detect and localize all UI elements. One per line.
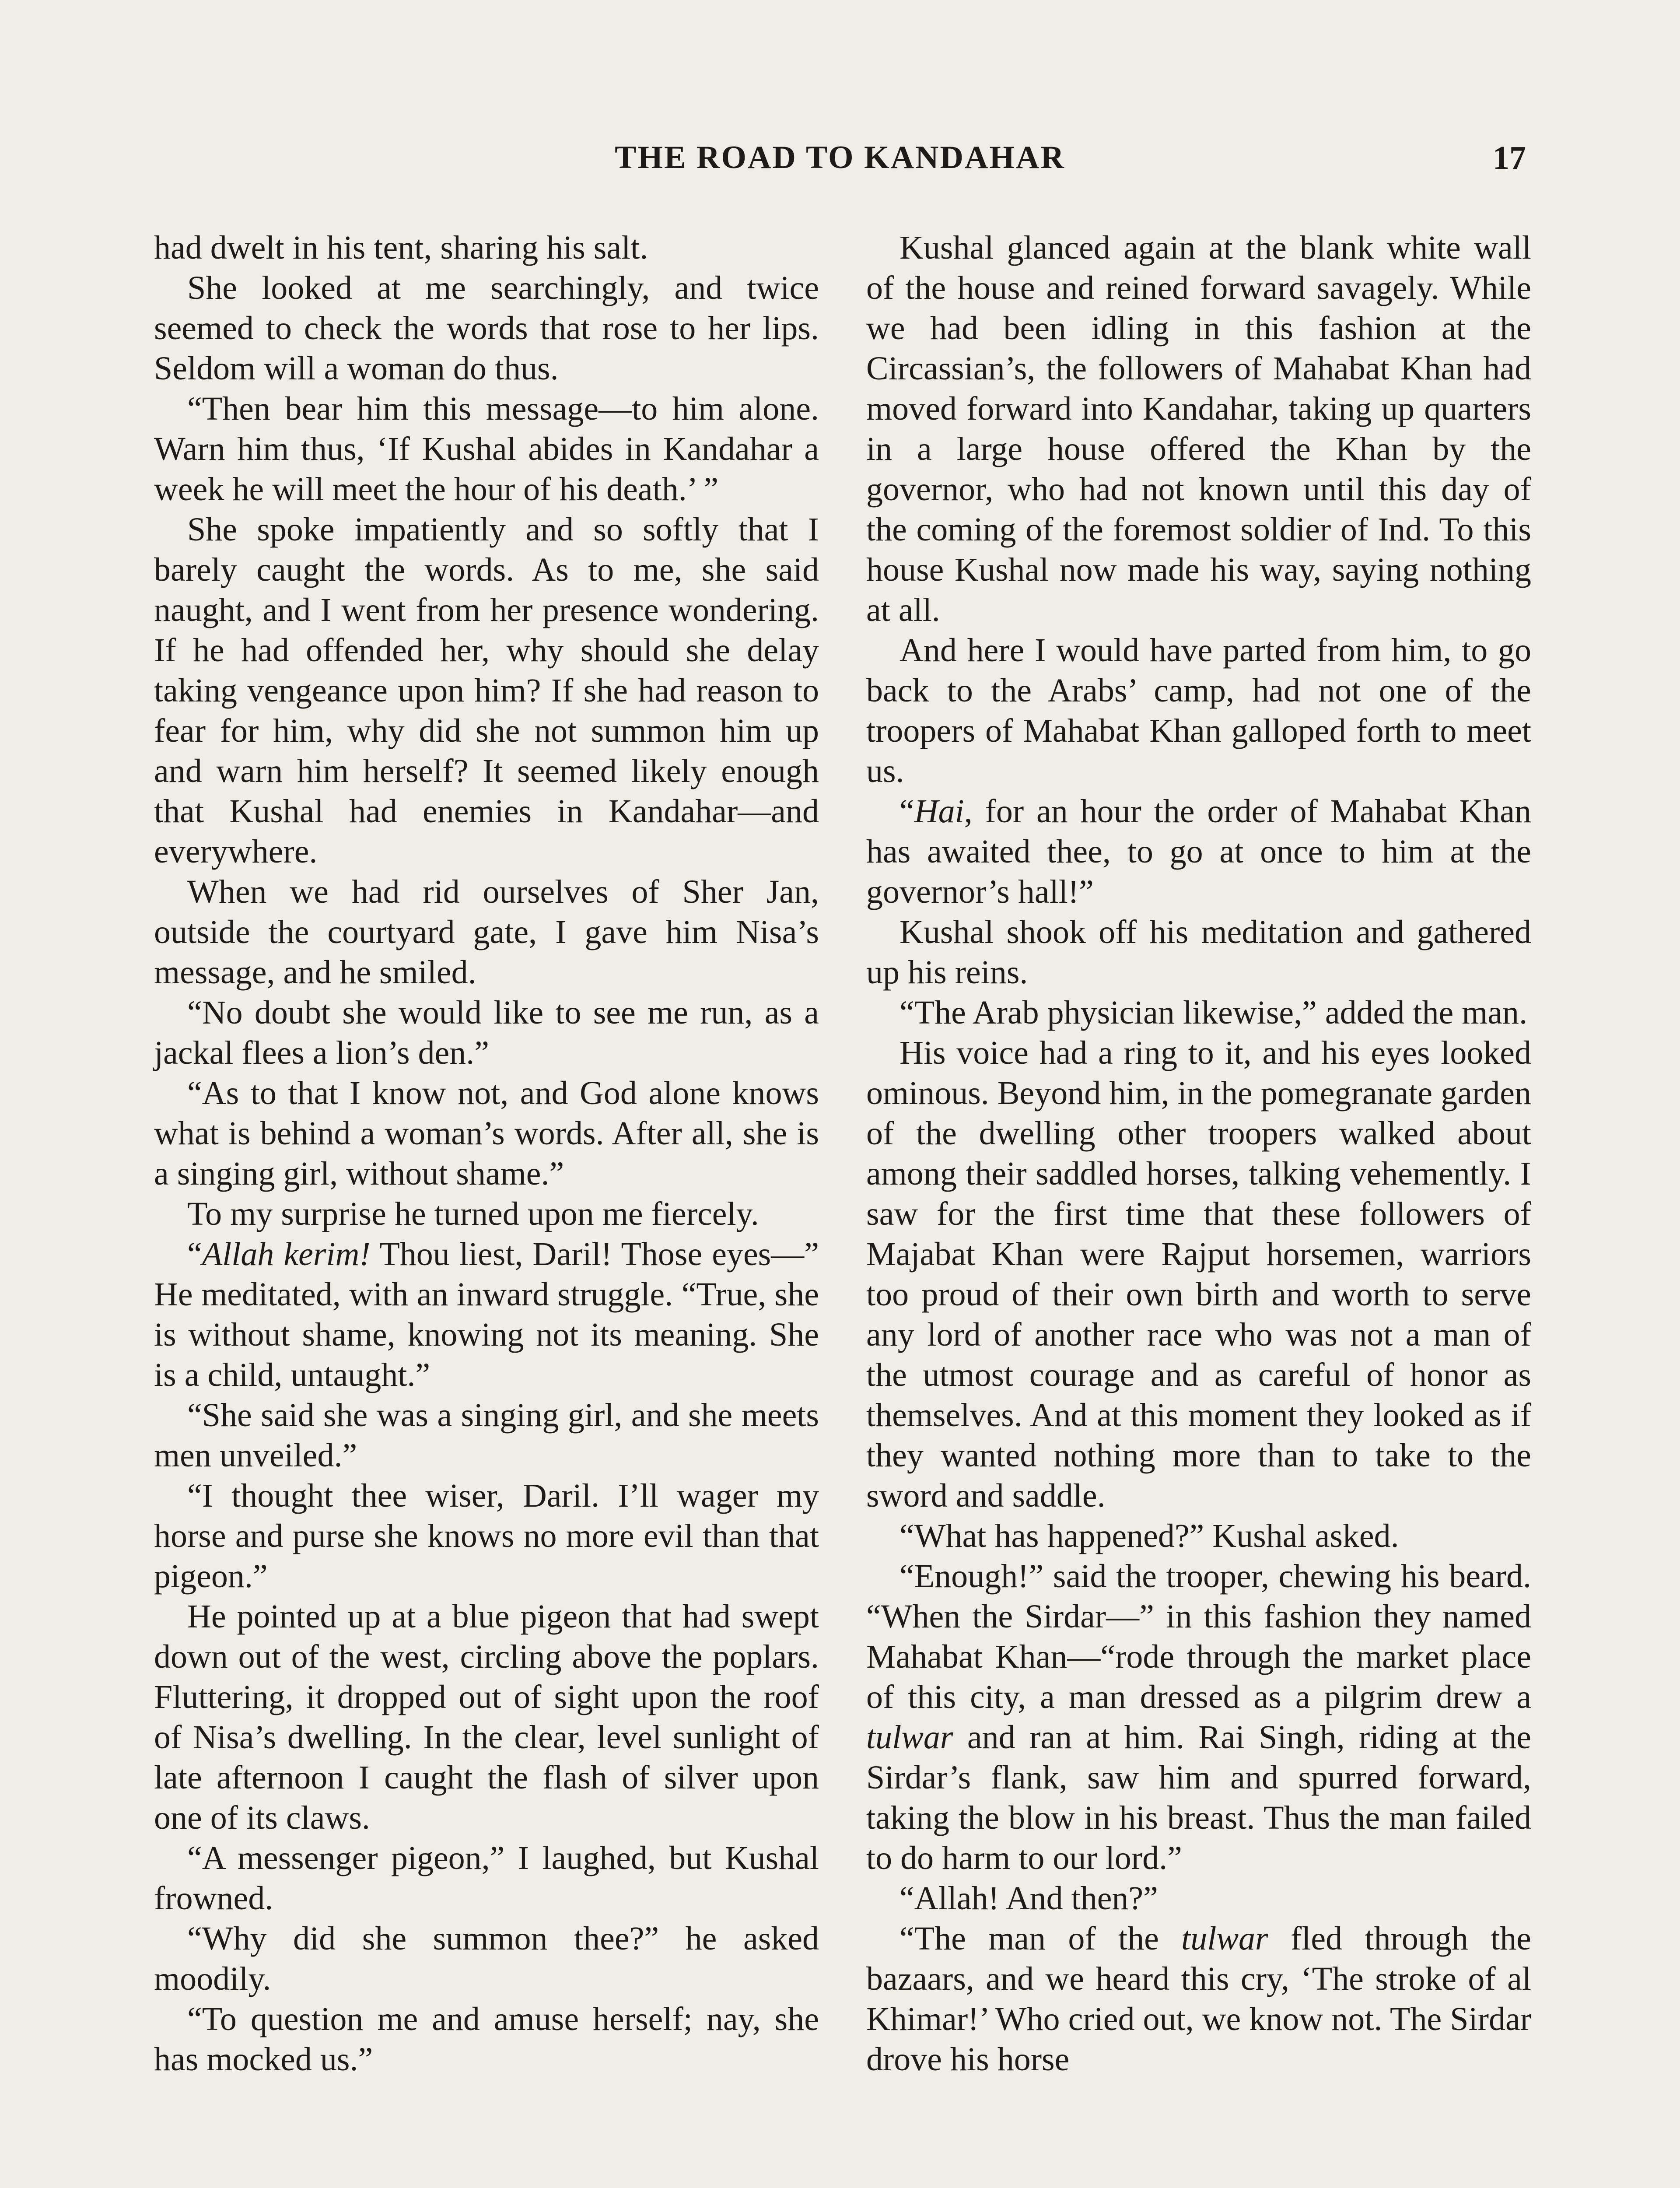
running-title: THE ROAD TO KANDAHAR: [615, 140, 1065, 175]
paragraph: “No doubt she would like to see me run, as a jackal flees a lion’s den.”: [154, 994, 819, 1071]
paragraph: “Allah kerim! Thou liest, Daril! Those eyes—” He meditated, with an inward struggle. “True, she is without shame, knowing not its meaning. She is a child, untaught.”: [154, 1236, 819, 1393]
paragraph: She spoke impatiently and so softly that I barely caught the words. As to me, she said naught, and I went from her presence wondering. If he had offended her, why should she delay taking vengeance upon him? If she had reason to fear for him, why did she not summon him up and warn him herself? It seemed likely enough that Kushal had enemies in Kandahar—and everywhere.: [154, 511, 819, 870]
paragraph: Kushal glanced again at the blank white wall of the house and reined forward savagely. While we had been idling in this fashion at the Circassian’s, the followers of Mahabat Khan had moved forward into Kandahar, taking up quarters in a large house offered the Khan by the governor, who had not known until this day of the coming of the foremost soldier of Ind. To this house Kushal now made his way, saying nothing at all.: [866, 229, 1531, 628]
paragraph: “Allah! And then?”: [900, 1880, 1158, 1917]
paragraph: “Then bear him this message—to him alone. Warn him thus, ‘If Kushal abides in Kandahar a week he will meet the hour of his death.’ ”: [154, 390, 819, 508]
paragraph: had dwelt in his tent, sharing his salt.: [154, 229, 648, 266]
paragraph: To my surprise he turned upon me fiercely.: [187, 1196, 759, 1232]
paragraph: Kushal shook off his meditation and gathered up his reins.: [866, 914, 1531, 991]
paragraph: “The Arab physician likewise,” added the man.: [900, 994, 1528, 1031]
paragraph: “Hai, for an hour the order of Mahabat Khan has awaited thee, to go at once to him at the governor’s hall!”: [866, 793, 1531, 910]
paragraph: “What has happened?” Kushal asked.: [900, 1518, 1399, 1554]
page-number: 17: [1493, 140, 1526, 176]
paragraph: “Enough!” said the trooper, chewing his beard. “When the Sirdar—” in this fashion they named Mahabat Khan—“rode through the market place of this city, a man dressed as a pilgrim drew a tulwar and ran at him. Rai Singh, riding at the Sirdar’s flank, saw him and spurred forward, taking the blow in his breast. Thus the man failed to do harm to our lord.”: [866, 1558, 1531, 1876]
running-head: [0, 139, 1680, 187]
paragraph: “As to that I know not, and God alone knows what is behind a woman’s words. After all, she is a singing girl, without shame.”: [154, 1075, 819, 1192]
left-text-column: [154, 228, 819, 2079]
paragraph: He pointed up at a blue pigeon that had swept down out of the west, circling above the poplars. Fluttering, it dropped out of sight upon the roof of Nisa’s dwelling. In the clear, level sunlight of late afternoon I caught the flash of silver upon one of its claws.: [154, 1598, 819, 1836]
paragraph: “She said she was a singing girl, and she meets men unveiled.”: [154, 1397, 819, 1474]
paragraph: When we had rid ourselves of Sher Jan, outside the courtyard gate, I gave him Nisa’s message, and he smiled.: [154, 873, 819, 991]
paragraph: “The man of the tulwar fled through the bazaars, and we heard this cry, ‘The stroke of al Khimar!’ Who cried out, we know not. The Sirdar drove his horse: [866, 1920, 1531, 2078]
paragraph: “Why did she summon thee?” he asked moodily.: [154, 1920, 819, 1997]
paragraph: His voice had a ring to it, and his eyes looked ominous. Beyond him, in the pomegranate garden of the dwelling other troopers walked about among their saddled horses, talking vehemently. I saw for the first time that these followers of Majabat Khan were Rajput horsemen, warriors too proud of their own birth and worth to serve any lord of another race who was not a man of the utmost courage and as careful of honor as themselves. And at this moment they looked as if they wanted nothing more than to take to the sword and saddle.: [866, 1034, 1531, 1514]
paragraph: She looked at me searchingly, and twice seemed to check the words that rose to her lips. Seldom will a woman do thus.: [154, 270, 819, 387]
paragraph: “A messenger pigeon,” I laughed, but Kushal frowned.: [154, 1840, 819, 1917]
right-text-column: [866, 228, 1531, 2079]
paragraph: “To question me and amuse herself; nay, she has mocked us.”: [154, 2001, 819, 2078]
paragraph: “I thought thee wiser, Daril. I’ll wager my horse and purse she knows no more evil than that pigeon.”: [154, 1477, 819, 1595]
paragraph: And here I would have parted from him, to go back to the Arabs’ camp, had not one of the troopers of Mahabat Khan galloped forth to meet us.: [866, 632, 1531, 789]
